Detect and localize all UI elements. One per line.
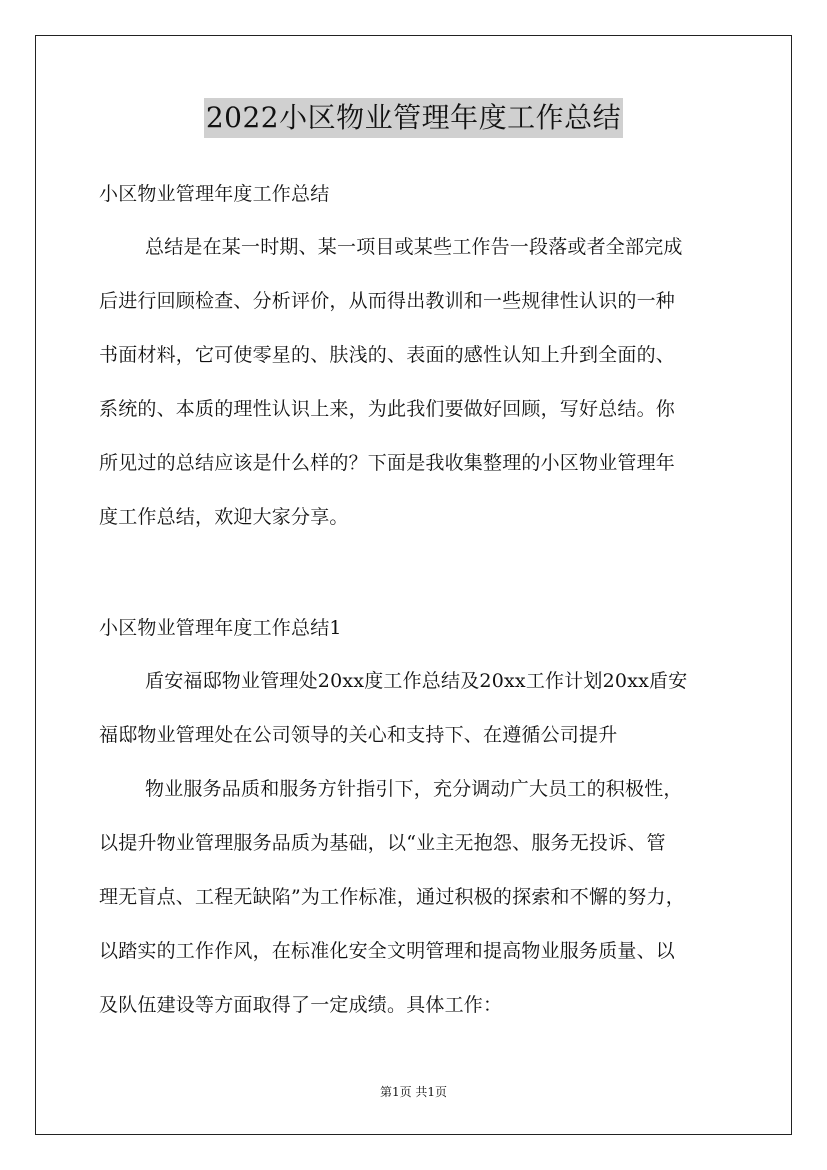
paragraph-line: 系统的、本质的理性认识上来，为此我们要做好回顾，写好总结。你 — [99, 398, 676, 420]
paragraph-line: 福邸物业管理处在公司领导的关心和支持下、在遵循公司提升 — [99, 724, 618, 746]
paragraph-line: 以踏实的工作作风，在标准化安全文明管理和提高物业服务质量、以 — [99, 940, 676, 962]
subtitle: 小区物业管理年度工作总结 — [99, 183, 330, 205]
paragraph-line: 盾安福邸物业管理处20xx度工作总结及20xx工作计划20xx盾安 — [145, 670, 688, 692]
paragraph-line: 以提升物业管理服务品质为基础，以“业主无抱怨、服务无投诉、管 — [99, 832, 666, 854]
paragraph-line: 度工作总结，欢迎大家分享。 — [99, 506, 349, 528]
document-title: 2022小区物业管理年度工作总结 — [204, 98, 623, 138]
section-heading: 小区物业管理年度工作总结1 — [99, 617, 342, 639]
paragraph-line: 及队伍建设等方面取得了一定成绩。具体工作： — [99, 994, 503, 1016]
page-footer: 第1页 共1页 — [379, 1085, 448, 1099]
title-container — [0, 98, 827, 138]
paragraph-line: 书面材料，它可使零星的、肤浅的、表面的感性认知上升到全面的、 — [99, 344, 676, 366]
paragraph-line: 总结是在某一时期、某一项目或某些工作告一段落或者全部完成 — [145, 236, 683, 258]
paragraph-line: 后进行回顾检查、分析评价，从而得出教训和一些规律性认识的一种 — [99, 290, 676, 312]
paragraph-line: 所见过的总结应该是什么样的？下面是我收集整理的小区物业管理年 — [99, 452, 676, 474]
paragraph-line: 理无盲点、工程无缺陷”为工作标准，通过积极的探索和不懈的努力， — [99, 886, 685, 908]
paragraph-line: 物业服务品质和服务方针指引下，充分调动广大员工的积极性， — [145, 778, 683, 800]
